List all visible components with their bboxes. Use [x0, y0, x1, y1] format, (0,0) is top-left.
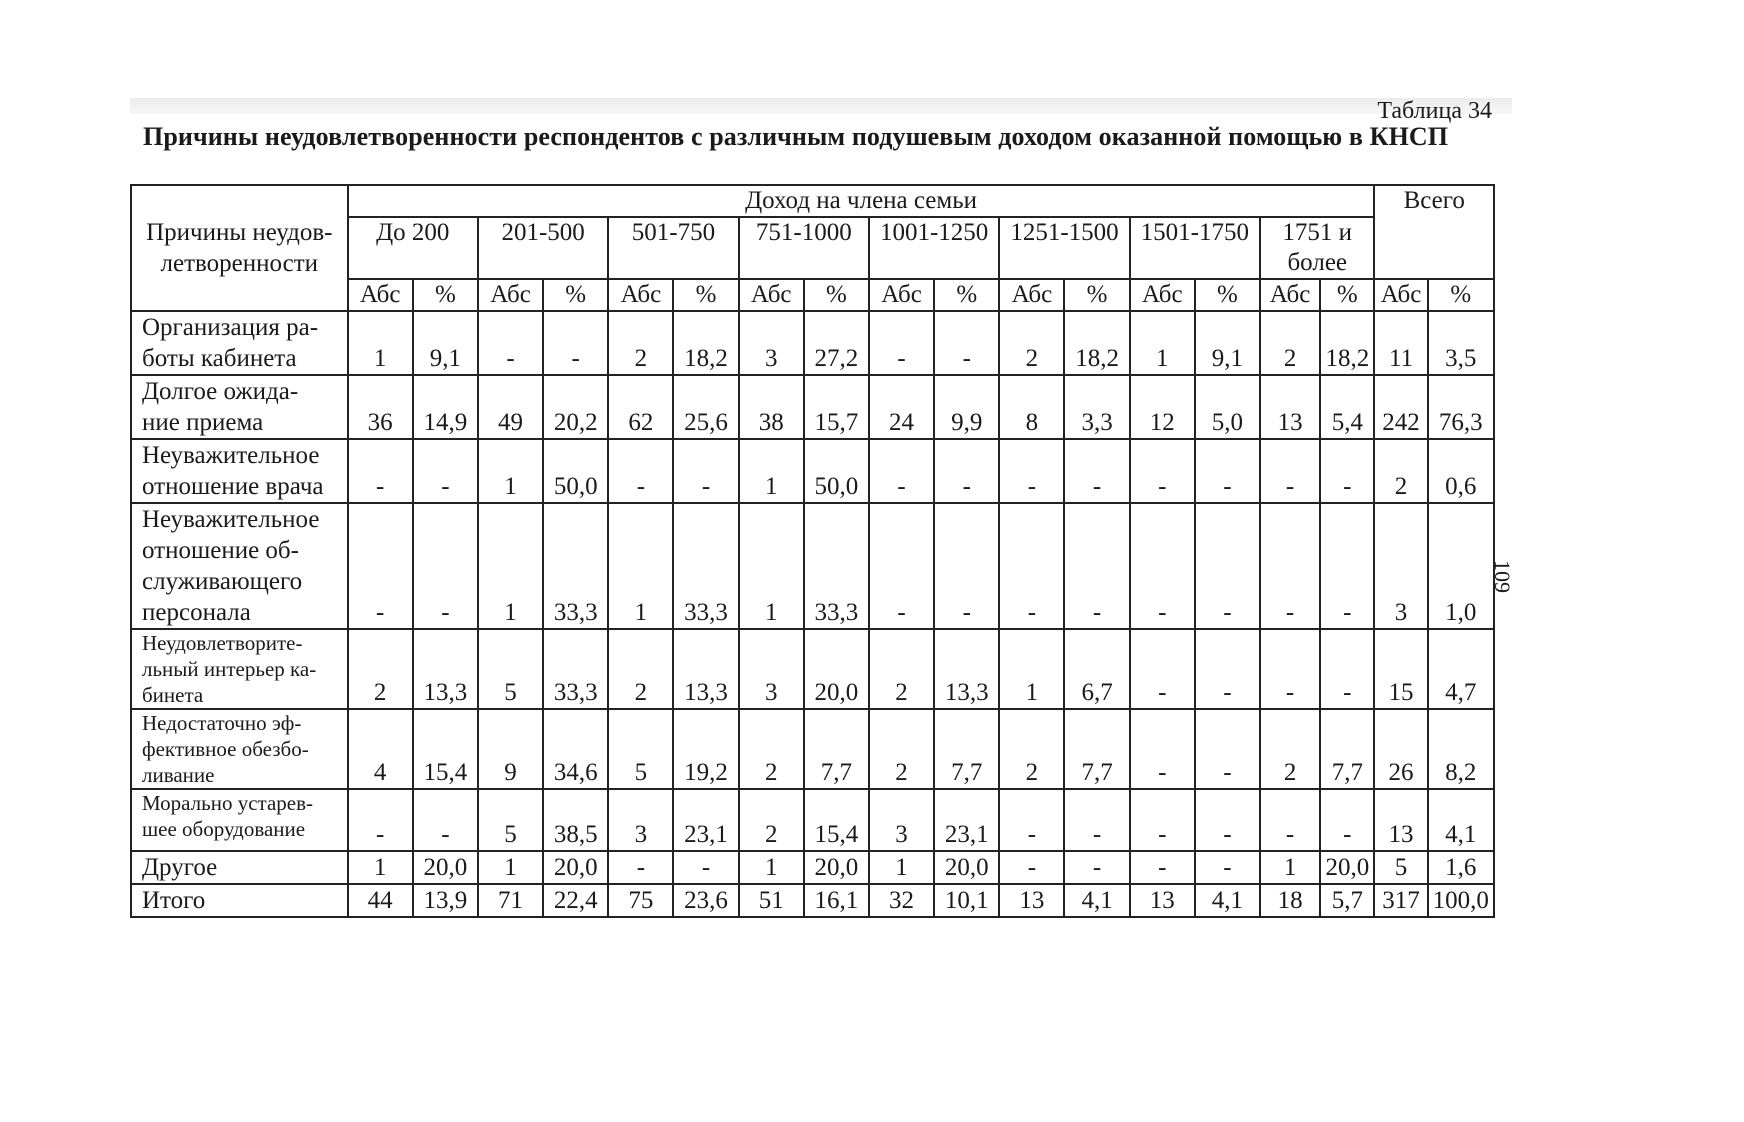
cell-abs: -	[1130, 789, 1195, 851]
table-number: Таблица 34	[1377, 98, 1492, 124]
cell-abs: 2	[608, 629, 673, 709]
cell-abs: 1	[478, 439, 543, 503]
cell-abs: -	[869, 311, 934, 375]
cell-abs: 3	[1374, 503, 1427, 629]
table-row	[131, 789, 1494, 851]
cell-abs: 2	[999, 709, 1064, 789]
cell-pct: 20,0	[543, 851, 608, 884]
cell-abs: 2	[348, 629, 413, 709]
cell-abs: 5	[608, 709, 673, 789]
cell-pct: -	[1320, 789, 1374, 851]
cell-pct: -	[673, 851, 738, 884]
cell-abs: 1	[348, 851, 413, 884]
cell-abs: 24	[869, 375, 934, 439]
cell-abs: 5	[1374, 851, 1427, 884]
cell-abs: -	[1130, 851, 1195, 884]
cell-pct: 7,7	[934, 709, 999, 789]
cell-pct: -	[1195, 851, 1260, 884]
table-row	[131, 884, 1494, 917]
cell-abs: -	[999, 789, 1064, 851]
cell-abs: 44	[348, 884, 413, 917]
data-table	[130, 184, 1495, 918]
cell-pct: 4,7	[1428, 629, 1494, 709]
cell-pct: -	[934, 439, 999, 503]
cell-pct: 18,2	[1320, 311, 1374, 375]
cell-pct: 7,7	[1320, 709, 1374, 789]
header-income-group: Доход на члена семьи	[348, 185, 1375, 217]
cell-abs: 2	[739, 709, 804, 789]
cell-pct: 20,0	[804, 851, 869, 884]
cell-pct: 1,0	[1428, 503, 1494, 629]
cell-pct: -	[413, 503, 478, 629]
cell-pct: -	[1195, 503, 1260, 629]
header-reasons: Причины неудов- летворенности	[131, 185, 348, 311]
cell-pct: 20,0	[1320, 851, 1374, 884]
cell-pct: 1,6	[1428, 851, 1494, 884]
cell-abs: -	[348, 439, 413, 503]
cell-pct: 23,6	[673, 884, 738, 917]
cell-pct: 100,0	[1428, 884, 1494, 917]
header-pct: %	[543, 279, 608, 311]
cell-abs: 4	[348, 709, 413, 789]
cell-abs: 11	[1374, 311, 1427, 375]
cell-abs: 5	[478, 629, 543, 709]
cell-pct: 10,1	[934, 884, 999, 917]
cell-pct: 15,4	[804, 789, 869, 851]
cell-abs: 2	[1260, 311, 1320, 375]
cell-pct: 27,2	[804, 311, 869, 375]
header-abs: Абс	[608, 279, 673, 311]
row-reason: Долгое ожида- ние приема	[131, 375, 348, 439]
row-reason: Организация ра- боты кабинета	[131, 311, 348, 375]
cell-abs: -	[1260, 503, 1320, 629]
cell-pct: 38,5	[543, 789, 608, 851]
cell-abs: -	[348, 789, 413, 851]
header-pct: %	[1195, 279, 1260, 311]
cell-pct: 25,6	[673, 375, 738, 439]
cell-abs: 2	[869, 709, 934, 789]
cell-pct: 5,7	[1320, 884, 1374, 917]
cell-abs: 3	[608, 789, 673, 851]
row-reason: Морально устарев- шее оборудование	[131, 789, 348, 851]
cell-pct: 13,9	[413, 884, 478, 917]
cell-pct: -	[1195, 709, 1260, 789]
cell-abs: -	[608, 439, 673, 503]
cell-pct: -	[1195, 439, 1260, 503]
cell-pct: 33,3	[543, 503, 608, 629]
cell-pct: 3,5	[1428, 311, 1494, 375]
row-reason: Другое	[131, 851, 348, 884]
cell-pct: 18,2	[673, 311, 738, 375]
cell-pct: -	[934, 311, 999, 375]
table-row	[131, 629, 1494, 709]
table-row	[131, 439, 1494, 503]
cell-pct: 6,7	[1064, 629, 1129, 709]
cell-pct: 33,3	[804, 503, 869, 629]
header-total: Всего	[1374, 185, 1494, 279]
cell-abs: 1	[478, 503, 543, 629]
scan-shadow	[130, 98, 1512, 114]
cell-abs: 317	[1374, 884, 1427, 917]
cell-pct: 7,7	[1064, 709, 1129, 789]
cell-abs: -	[478, 311, 543, 375]
cell-pct: 9,1	[1195, 311, 1260, 375]
cell-abs: -	[999, 439, 1064, 503]
cell-abs: 75	[608, 884, 673, 917]
cell-abs: -	[869, 439, 934, 503]
header-pct: %	[934, 279, 999, 311]
header-abs: Абс	[348, 279, 413, 311]
cell-pct: 20,0	[413, 851, 478, 884]
cell-pct: 15,7	[804, 375, 869, 439]
cell-pct: -	[1195, 789, 1260, 851]
cell-abs: 8	[999, 375, 1064, 439]
header-abs: Абс	[869, 279, 934, 311]
cell-abs: -	[1130, 503, 1195, 629]
cell-pct: 50,0	[804, 439, 869, 503]
header-pct: %	[673, 279, 738, 311]
cell-abs: 13	[1260, 375, 1320, 439]
row-reason: Неуважительное отношение об- служивающего персонала	[131, 503, 348, 629]
cell-pct: 23,1	[934, 789, 999, 851]
header-range: 1751 и более	[1260, 217, 1374, 279]
cell-pct: 20,2	[543, 375, 608, 439]
cell-abs: 18	[1260, 884, 1320, 917]
cell-abs: 36	[348, 375, 413, 439]
header-range: 501-750	[608, 217, 738, 279]
cell-abs: -	[1130, 629, 1195, 709]
cell-abs: 51	[739, 884, 804, 917]
header-abs: Абс	[1374, 279, 1427, 311]
cell-pct: 4,1	[1428, 789, 1494, 851]
cell-abs: -	[1260, 439, 1320, 503]
cell-pct: 18,2	[1064, 311, 1129, 375]
cell-abs: 1	[739, 439, 804, 503]
header-range: 1251-1500	[999, 217, 1129, 279]
header-pct: %	[1320, 279, 1374, 311]
header-pct: %	[1428, 279, 1494, 311]
header-range: 751-1000	[739, 217, 869, 279]
cell-abs: -	[1260, 789, 1320, 851]
cell-abs: -	[1260, 629, 1320, 709]
cell-pct: 9,1	[413, 311, 478, 375]
header-pct: %	[1064, 279, 1129, 311]
cell-abs: 1	[869, 851, 934, 884]
table-row	[131, 375, 1494, 439]
cell-pct: 20,0	[804, 629, 869, 709]
cell-abs: 13	[999, 884, 1064, 917]
cell-pct: 5,0	[1195, 375, 1260, 439]
header-abs: Абс	[1260, 279, 1320, 311]
cell-pct: 3,3	[1064, 375, 1129, 439]
table-row	[131, 503, 1494, 629]
cell-pct: 13,3	[413, 629, 478, 709]
cell-abs: 15	[1374, 629, 1427, 709]
page-number: 109	[1490, 560, 1515, 593]
cell-abs: 38	[739, 375, 804, 439]
cell-pct: -	[1064, 503, 1129, 629]
cell-abs: 1	[739, 503, 804, 629]
table-title: Причины неудовлетворенности респондентов с различным подушевым доходом оказанной помощью в КНСП	[143, 122, 1449, 151]
cell-abs: -	[869, 503, 934, 629]
cell-abs: -	[999, 851, 1064, 884]
cell-pct: 16,1	[804, 884, 869, 917]
cell-abs: -	[999, 503, 1064, 629]
cell-abs: 1	[478, 851, 543, 884]
cell-pct: 76,3	[1428, 375, 1494, 439]
cell-pct: 50,0	[543, 439, 608, 503]
cell-abs: 1	[348, 311, 413, 375]
cell-abs: -	[348, 503, 413, 629]
cell-abs: 13	[1130, 884, 1195, 917]
cell-abs: -	[1130, 709, 1195, 789]
table-row	[131, 311, 1494, 375]
cell-pct: -	[934, 503, 999, 629]
header-range: 1001-1250	[869, 217, 999, 279]
cell-pct: -	[1064, 439, 1129, 503]
cell-abs: 49	[478, 375, 543, 439]
row-reason: Недостаточно эф- фективное обезбо- ливание	[131, 709, 348, 789]
cell-pct: 9,9	[934, 375, 999, 439]
header-abs: Абс	[1130, 279, 1195, 311]
table-row	[131, 709, 1494, 789]
cell-abs: 1	[1130, 311, 1195, 375]
cell-abs: 12	[1130, 375, 1195, 439]
header-abs: Абс	[999, 279, 1064, 311]
cell-abs: 2	[1260, 709, 1320, 789]
cell-abs: 1	[1260, 851, 1320, 884]
header-range: 1501-1750	[1130, 217, 1260, 279]
cell-pct: 20,0	[934, 851, 999, 884]
header-abs: Абс	[478, 279, 543, 311]
cell-pct: -	[413, 439, 478, 503]
cell-abs: 26	[1374, 709, 1427, 789]
cell-pct: 0,6	[1428, 439, 1494, 503]
cell-abs: 2	[608, 311, 673, 375]
cell-pct: 4,1	[1064, 884, 1129, 917]
cell-abs: 2	[1374, 439, 1427, 503]
cell-abs: -	[608, 851, 673, 884]
cell-abs: 1	[608, 503, 673, 629]
cell-pct: -	[1320, 503, 1374, 629]
cell-abs: 9	[478, 709, 543, 789]
cell-abs: 5	[478, 789, 543, 851]
cell-pct: -	[1320, 439, 1374, 503]
cell-pct: 19,2	[673, 709, 738, 789]
cell-abs: 13	[1374, 789, 1427, 851]
cell-pct: 34,6	[543, 709, 608, 789]
cell-pct: -	[673, 439, 738, 503]
cell-abs: 2	[999, 311, 1064, 375]
cell-pct: 13,3	[934, 629, 999, 709]
row-reason: Итого	[131, 884, 348, 917]
cell-abs: 2	[869, 629, 934, 709]
cell-pct: -	[1064, 851, 1129, 884]
cell-abs: 3	[739, 629, 804, 709]
cell-abs: 32	[869, 884, 934, 917]
cell-abs: -	[1130, 439, 1195, 503]
cell-pct: 14,9	[413, 375, 478, 439]
cell-pct: -	[1195, 629, 1260, 709]
cell-abs: 3	[869, 789, 934, 851]
cell-abs: 1	[999, 629, 1064, 709]
cell-abs: 2	[739, 789, 804, 851]
row-reason: Неудовлетворите- льный интерьер ка- бинета	[131, 629, 348, 709]
cell-pct: 13,3	[673, 629, 738, 709]
row-reason: Неуважительное отношение врача	[131, 439, 348, 503]
cell-pct: 5,4	[1320, 375, 1374, 439]
cell-abs: 62	[608, 375, 673, 439]
cell-pct: 15,4	[413, 709, 478, 789]
table-row	[131, 851, 1494, 884]
cell-pct: 7,7	[804, 709, 869, 789]
cell-pct: 22,4	[543, 884, 608, 917]
header-pct: %	[804, 279, 869, 311]
cell-abs: 71	[478, 884, 543, 917]
header-pct: %	[413, 279, 478, 311]
cell-pct: 4,1	[1195, 884, 1260, 917]
cell-pct: 8,2	[1428, 709, 1494, 789]
cell-pct: -	[413, 789, 478, 851]
header-range: До 200	[348, 217, 478, 279]
cell-abs: 242	[1374, 375, 1427, 439]
cell-pct: -	[1320, 629, 1374, 709]
cell-pct: -	[543, 311, 608, 375]
cell-pct: 23,1	[673, 789, 738, 851]
header-abs: Абс	[739, 279, 804, 311]
cell-abs: 1	[739, 851, 804, 884]
header-range: 201-500	[478, 217, 608, 279]
cell-pct: 33,3	[543, 629, 608, 709]
cell-pct: 33,3	[673, 503, 738, 629]
cell-pct: -	[1064, 789, 1129, 851]
cell-abs: 3	[739, 311, 804, 375]
